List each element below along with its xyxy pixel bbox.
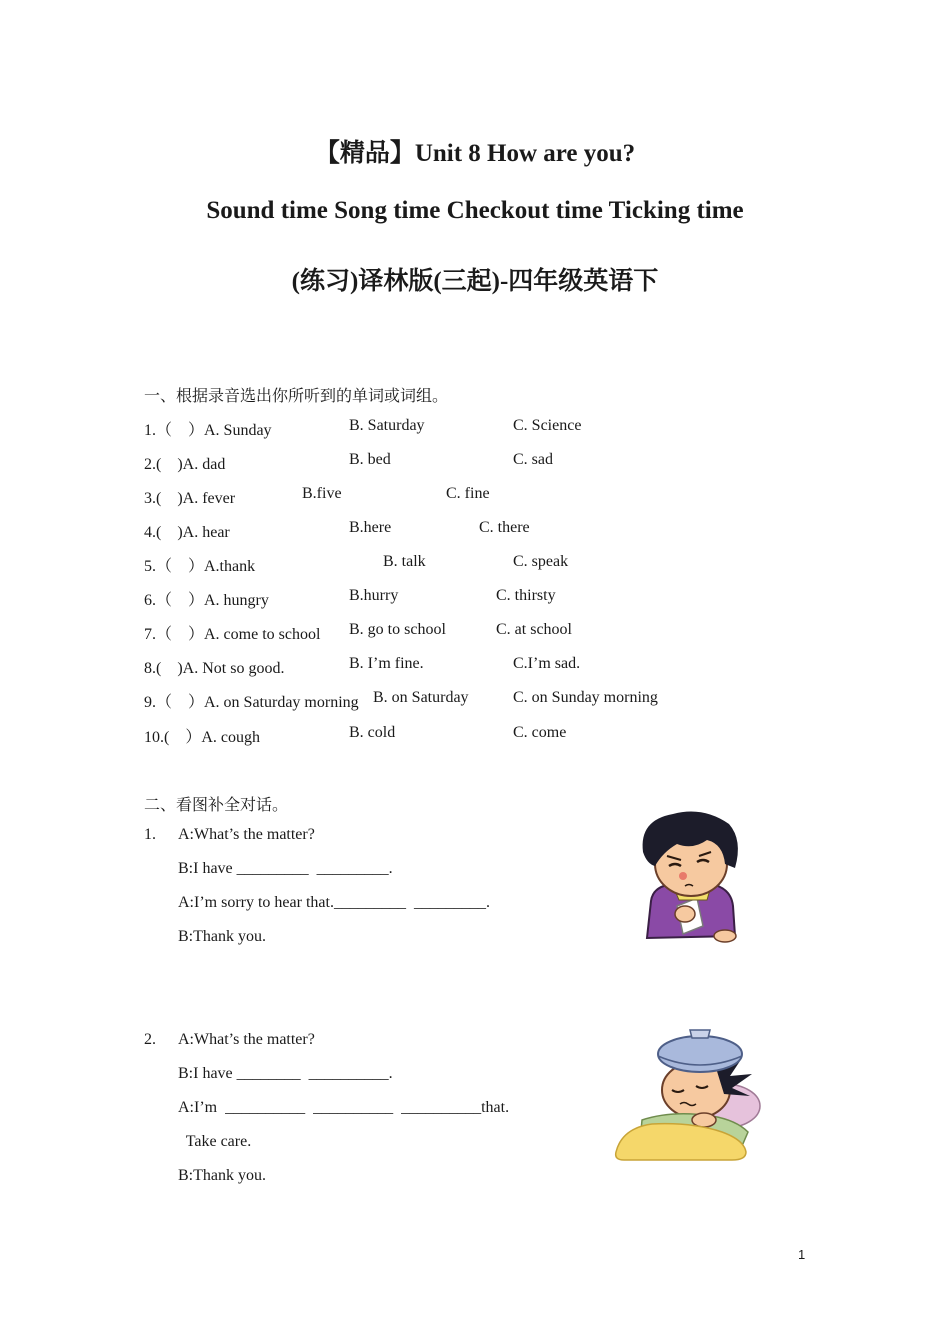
q5-option-a: 5.（ ）A.thank [144,558,256,575]
q8-option-c: C.I’m sad. [513,655,581,672]
q7-option-b: B. go to school [349,621,446,638]
q4-option-a: 4.( )A. hear [144,524,230,541]
dialogue-1-line-3: A:I’m sorry to hear that._________ _________. [178,894,490,911]
q8-option-b: B. I’m fine. [349,655,424,672]
q10-option-b: B. cold [349,724,396,741]
dialogue-2-line-4: Take care. [178,1133,252,1150]
q1-option-c: C. Science [513,417,582,434]
q1-option-b: B. Saturday [349,417,425,434]
q3-option-c: C. fine [446,485,490,502]
q2-option-b: B. bed [349,451,391,468]
dialogue-1-line-1: A:What’s the matter? [178,826,315,843]
q5-option-b: B. talk [383,553,426,570]
dialogue-1-line-4: B:Thank you. [178,928,266,945]
page-number: 1 [798,1247,806,1262]
q4-option-b: B.here [349,519,392,536]
dialogue-1-number: 1. [144,826,156,843]
dialogue-1-line-2: B:I have _________ _________. [178,860,393,877]
dialogue-2-number: 2. [144,1031,156,1048]
dialogue-2-line-3: A:I’m __________ __________ __________that. [178,1099,510,1116]
sick-boy-in-bed-illustration [612,1024,768,1164]
q3-option-b: B.five [302,485,342,502]
q9-option-a: 9.（ ）A. on Saturday morning [144,694,359,711]
q10-option-c: C. come [513,724,567,741]
q6-option-a: 6.（ ）A. hungry [144,592,269,609]
title-line-2: Sound time Song time Checkout time Ticking time [206,197,744,224]
q10-option-a: 10.( ）A. cough [144,729,260,746]
title-line-1: 【精品】Unit 8 How are you? [314,140,636,167]
q9-option-b: B. on Saturday [373,689,469,706]
dialogue-2-line-1: A:What’s the matter? [178,1031,315,1048]
q1-option-a: 1.（ ）A. Sunday [144,422,272,439]
q7-option-a: 7.（ ）A. come to school [144,626,321,643]
q8-option-a: 8.( )A. Not so good. [144,660,285,677]
part2-heading: 二、看图补全对话。 [144,797,289,814]
q6-option-c: C. thirsty [496,587,556,604]
part1-heading: 一、根据录音选出你所听到的单词或词组。 [144,388,449,405]
dialogue-2-line-5: B:Thank you. [178,1167,266,1184]
q9-option-c: C. on Sunday morning [513,689,658,706]
q4-option-c: C. there [479,519,530,536]
q7-option-c: C. at school [496,621,572,638]
title-line-3: (练习)译林版(三起)-四年级英语下 [291,268,659,295]
q2-option-a: 2.( )A. dad [144,456,226,473]
sick-boy-with-tissue-illustration [633,806,743,946]
q3-option-a: 3.( )A. fever [144,490,236,507]
dialogue-2-line-2: B:I have ________ __________. [178,1065,393,1082]
q6-option-b: B.hurry [349,587,399,604]
q2-option-c: C. sad [513,451,553,468]
q5-option-c: C. speak [513,553,569,570]
